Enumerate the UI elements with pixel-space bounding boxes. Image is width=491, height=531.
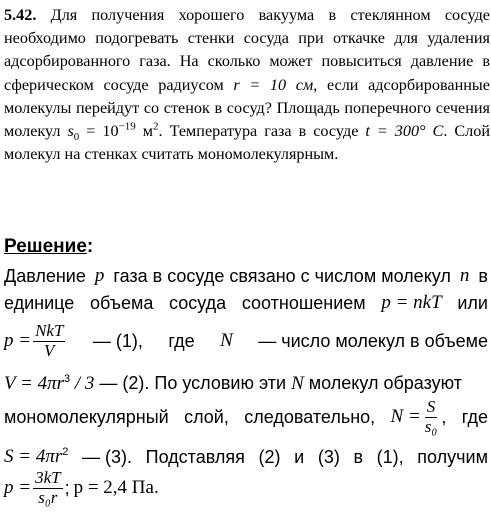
temperature-value: t = 300° С [365,122,444,141]
s0-unit-exponent: 2 [153,120,159,133]
fraction-3kt-over-s0r: $\frac{3kT}{\text{s₀r}}$ [35,468,61,507]
problem-text-3: . Температура газа в сосуде [158,122,366,141]
solution-line-6: $S = 4\pi r^2$ — (3). Подставляя (2) и (3) в (1), получим [4,446,488,467]
problem-number: 5.42. [4,6,37,24]
s0-symbol: s [67,122,74,141]
fraction-s-over-s0: $\frac{S}{\text{s₀}}$ [424,397,438,436]
solution-line-3: p = $\frac{\text{NkT}}{V}$ — (1), где N — число молекул в объеме [4,321,488,360]
formula-n: N = $\frac{S}{\text{s₀}}$ , [390,397,447,436]
problem-statement [4,4,490,166]
fraction-nkt-over-v: $\frac{\text{NkT}}{V}$ [35,321,64,360]
solution-line-2: единице объема сосуда соотношением p = nkT или [4,292,488,313]
formula-1: p = $\frac{\text{NkT}}{V}$ [4,321,64,360]
radius-value: r = 10 см [233,75,314,94]
problem-text-1: Для получения хорошего вакуума в стеклянном сосуде необходимо подогревать стенки сосуда при откачке для удаления адсорбированного газа. На сколько может повыситься давление в сферическом сосуде радиусом [4,6,490,94]
solution-line-1: Давление p газа в сосуде связано с числом молекул n в [4,265,488,286]
solution-line-5: мономолекулярный слой, следовательно, N = $\frac{S}{\text{s₀}}$ , где [4,397,488,436]
s0-value: = 10 [79,122,119,141]
s0-exponent: −19 [118,120,136,133]
solution-line-7: p = $\frac{3kT}{\text{s₀r}}$ ; p = 2,4 Па. [4,468,159,507]
s0-unit: м [135,122,154,141]
s0-subscript: 0 [73,131,80,144]
problem-text-2: , если адсорбированные молекулы перейдут со стенок в сосуд? Площадь поперечного сечения молекул [4,75,490,141]
solution-line-4: $V = 4\pi r^3 / 3$ — (2). По условию эти N молекул образуют [4,373,463,394]
final-result: p = 2,4 Па. [73,477,159,499]
problem-text-4: . Слой молекул на стенках считать мономолекулярным. [4,122,490,164]
solution-heading: Решение: [4,236,94,257]
